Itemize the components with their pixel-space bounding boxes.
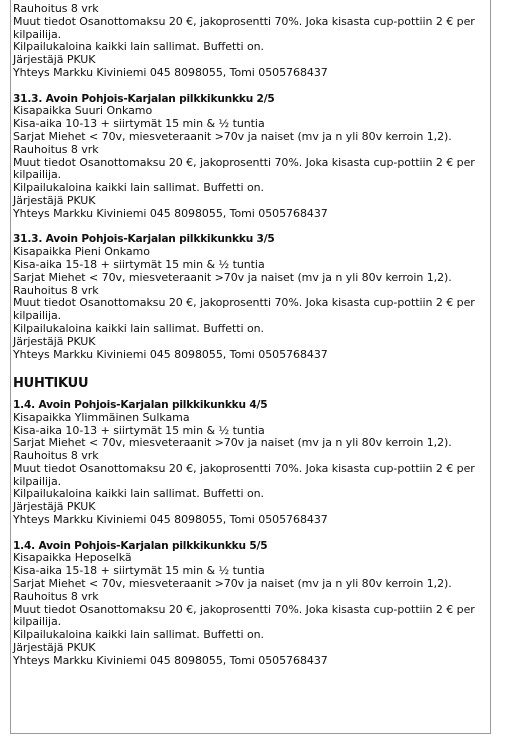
event-line: Kisa-aika 10-13 + siirtymät 15 min & ½ tuntia — [13, 423, 265, 437]
event-line: Yhteys Markku Kiviniemi 045 8098055, Tomi 0505768437 — [13, 206, 328, 220]
spacer — [13, 80, 487, 93]
event-line: Yhteys Markku Kiviniemi 045 8098055, Tomi 0505768437 — [13, 347, 328, 361]
event-line: Kisapaikka Heposelkä — [13, 551, 132, 565]
event-line: Muut tiedot Osanottomaksu 20 €, jakoprosentti 70%. Joka kisasta cup-pottiin 2 € per kilpailija. — [13, 602, 475, 629]
event-title: 1.4. Avoin Pohjois-Karjalan pilkkikunkku 4/5 — [13, 398, 268, 411]
event-block-3 — [13, 233, 487, 361]
event-line: Järjestäjä PKUK — [13, 193, 96, 207]
event-line: Kisa-aika 10-13 + siirtymät 15 min & ½ tuntia — [13, 117, 265, 131]
event-line: Sarjat Miehet < 70v, miesveteraanit >70v ja naiset (mv ja n yli 80v kerroin 1,2). — [13, 436, 452, 450]
spacer — [13, 527, 487, 540]
event-line: Kisapaikka Suuri Onkamo — [13, 104, 153, 118]
event-line: Muut tiedot Osanottomaksu 20 €, jakoprosentti 70%. Joka kisasta cup-pottiin 2 € per kilpailija. — [13, 296, 475, 323]
event-line: Sarjat Miehet < 70v, miesveteraanit >70v ja naiset (mv ja n yli 80v kerroin 1,2). — [13, 577, 452, 591]
event-line: Järjestäjä PKUK — [13, 334, 96, 348]
event-line: Kilpailukaloina kaikki lain sallimat. Buffetti on. — [13, 487, 265, 501]
event-line: Kilpailukaloina kaikki lain sallimat. Buffetti on. — [13, 321, 265, 335]
event-title: 31.3. Avoin Pohjois-Karjalan pilkkikunkku 2/5 — [13, 92, 275, 105]
document-frame — [10, 0, 491, 734]
month-heading: HUHTIKUU — [13, 376, 89, 392]
event-line: Sarjat Miehet < 70v, miesveteraanit >70v ja naiset (mv ja n yli 80v kerroin 1,2). — [13, 129, 452, 143]
event-line: Kisapaikka Ylimmäinen Sulkama — [13, 410, 190, 424]
event-block-5 — [13, 540, 487, 668]
event-intro-tail — [13, 3, 487, 80]
event-line: Järjestäjä PKUK — [13, 641, 96, 655]
event-line: Muut tiedot Osanottomaksu 20 €, jakoprosentti 70%. Joka kisasta cup-pottiin 2 € per kilpailija. — [13, 461, 475, 488]
event-line: Rauhoitus 8 vrk — [13, 2, 99, 15]
event-line: Kilpailukaloina kaikki lain sallimat. Buffetti on. — [13, 628, 265, 642]
event-block-2 — [13, 93, 487, 221]
event-line: Kilpailukaloina kaikki lain sallimat. Buffetti on. — [13, 40, 265, 54]
event-title: 31.3. Avoin Pohjois-Karjalan pilkkikunkku 3/5 — [13, 233, 275, 246]
event-line: Yhteys Markku Kiviniemi 045 8098055, Tomi 0505768437 — [13, 653, 328, 667]
event-line: Rauhoitus 8 vrk — [13, 142, 99, 156]
event-line: Kisa-aika 15-18 + siirtymät 15 min & ½ tuntia — [13, 564, 265, 578]
event-line: Järjestäjä PKUK — [13, 53, 96, 67]
event-line: Kisapaikka Pieni Onkamo — [13, 245, 150, 259]
document-content — [13, 3, 487, 668]
event-line: Sarjat Miehet < 70v, miesveteraanit >70v ja naiset (mv ja n yli 80v kerroin 1,2). — [13, 270, 452, 284]
event-line: Kilpailukaloina kaikki lain sallimat. Buffetti on. — [13, 181, 265, 195]
event-line: Muut tiedot Osanottomaksu 20 €, jakoprosentti 70%. Joka kisasta cup-pottiin 2 € per kilpailija. — [13, 14, 475, 41]
event-title: 1.4. Avoin Pohjois-Karjalan pilkkikunkku 5/5 — [13, 539, 268, 552]
event-line: Rauhoitus 8 vrk — [13, 589, 99, 603]
event-line: Muut tiedot Osanottomaksu 20 €, jakoprosentti 70%. Joka kisasta cup-pottiin 2 € per kilpailija. — [13, 155, 475, 182]
event-line: Yhteys Markku Kiviniemi 045 8098055, Tomi 0505768437 — [13, 513, 328, 527]
event-line: Rauhoitus 8 vrk — [13, 283, 99, 297]
event-line: Kisa-aika 15-18 + siirtymät 15 min & ½ tuntia — [13, 257, 265, 271]
spacer — [13, 361, 487, 374]
event-line: Rauhoitus 8 vrk — [13, 449, 99, 463]
event-line: Yhteys Markku Kiviniemi 045 8098055, Tomi 0505768437 — [13, 65, 328, 79]
event-block-4 — [13, 399, 487, 527]
event-line: Järjestäjä PKUK — [13, 500, 96, 514]
spacer — [13, 221, 487, 234]
